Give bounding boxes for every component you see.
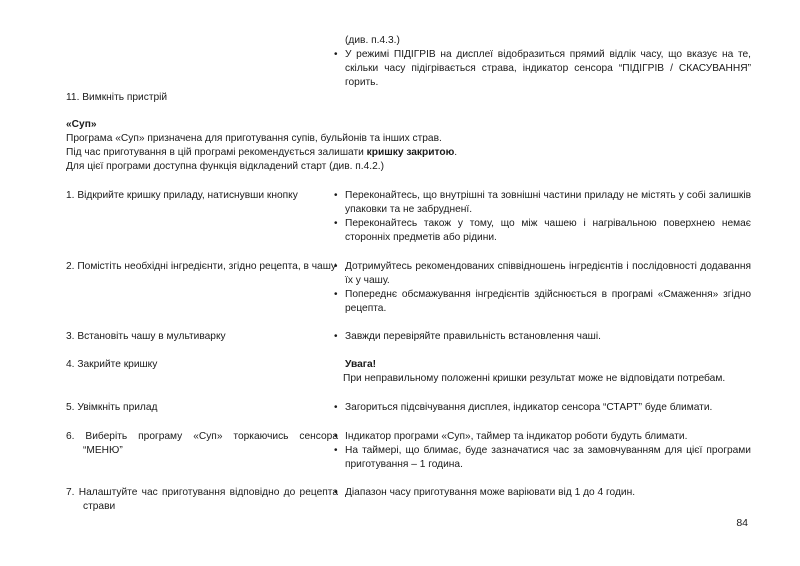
top-bullet-list (333, 48, 751, 90)
list-item: • Попереднє обсмажування інгредієнтів здійснюється в програмі «Смаження» згідно рецепта. (333, 288, 751, 316)
step-7-label: 7. Налаштуйте час приготування відповідно до рецепта страви (66, 487, 338, 512)
step-3-notes (333, 330, 751, 344)
step-2-label: 2. Помістіть необхідні інгредієнти, згідно рецепта, в чашу (66, 261, 336, 272)
page-number: 84 (736, 517, 748, 529)
step-1-notes (333, 189, 751, 245)
step-4-warning (333, 358, 751, 386)
list-item: • Переконайтесь, що внутрішні та зовнішні частини приладу не містять у собі залишків упаковки та не забрудненї. (333, 189, 751, 217)
warning-text: При неправильному положенні кришки результат може не відповідати потребам. (343, 373, 726, 384)
step-1-label: 1. Відкрийте кришку приладу, натиснувши кнопку (66, 190, 298, 201)
soup-section (66, 118, 766, 174)
intro-line-2-bold: кришку закритою (366, 147, 455, 158)
step-6-notes (333, 430, 751, 472)
step-7-notes (333, 486, 751, 500)
list-item: • У режимі ПІДІГРІВ на дисплеї відобразиться прямий відлік часу, що вказує на те, скільки часу підігрівається страва, індикатор сенсора “ПІДІГРІВ / СКАСУВАННЯ” горить. (333, 48, 751, 90)
step-3-label: 3. Встановіть чашу в мультиварку (66, 331, 226, 342)
intro-line-3: Для цієї програми доступна функція відкладений старт (див. п.4.2.) (66, 161, 385, 172)
top-continuation (333, 34, 751, 90)
intro-line-1: Програма «Суп» призначена для приготування супів, бульйонів та інших страв. (66, 133, 442, 144)
step-6-label: 6. Виберіть програму «Суп» торкаючись сенсора “МЕНЮ” (66, 431, 338, 456)
list-item: • Загориться підсвічування дисплея, індикатор сенсора “СТАРТ” буде блимати. (333, 401, 751, 415)
list-item: • Дотримуйтесь рекомендованих співвідношень інгредієнтів і послідовності додавання їх у чашу. (333, 260, 751, 288)
step-5-notes (333, 401, 751, 415)
step-4-label: 4. Закрийте кришку (66, 359, 158, 370)
intro-line-2 (66, 146, 766, 160)
step-2-notes (333, 260, 751, 316)
ref-line: (див. п.4.3.) (345, 35, 400, 46)
list-item: • Індикатор програми «Суп», таймер та індикатор роботи будуть блимати. (333, 430, 751, 444)
list-item: • Переконайтесь також у тому, що між чашею і нагрівальною поверхнею немає сторонніх предметів або рідини. (333, 217, 751, 245)
list-item: • Діапазон часу приготування може варіювати від 1 до 4 годин. (333, 486, 751, 500)
step-5-label: 5. Увімкніть прилад (66, 402, 158, 413)
list-item: • Завжди перевіряйте правильність встановлення чаші. (333, 330, 751, 344)
intro-line-2-post: . (454, 147, 458, 158)
list-item: • На таймері, що блимає, буде зазначатися час за замовчуванням для цієї програми приготування – 1 година. (333, 444, 751, 472)
step-11: 11. Вимкніть пристрій (66, 92, 168, 103)
warning-title: Увага! (345, 359, 377, 370)
intro-line-2-pre: Під час приготування в цій програмі рекомендується залишати (66, 147, 367, 158)
section-title: «Суп» (66, 119, 97, 130)
